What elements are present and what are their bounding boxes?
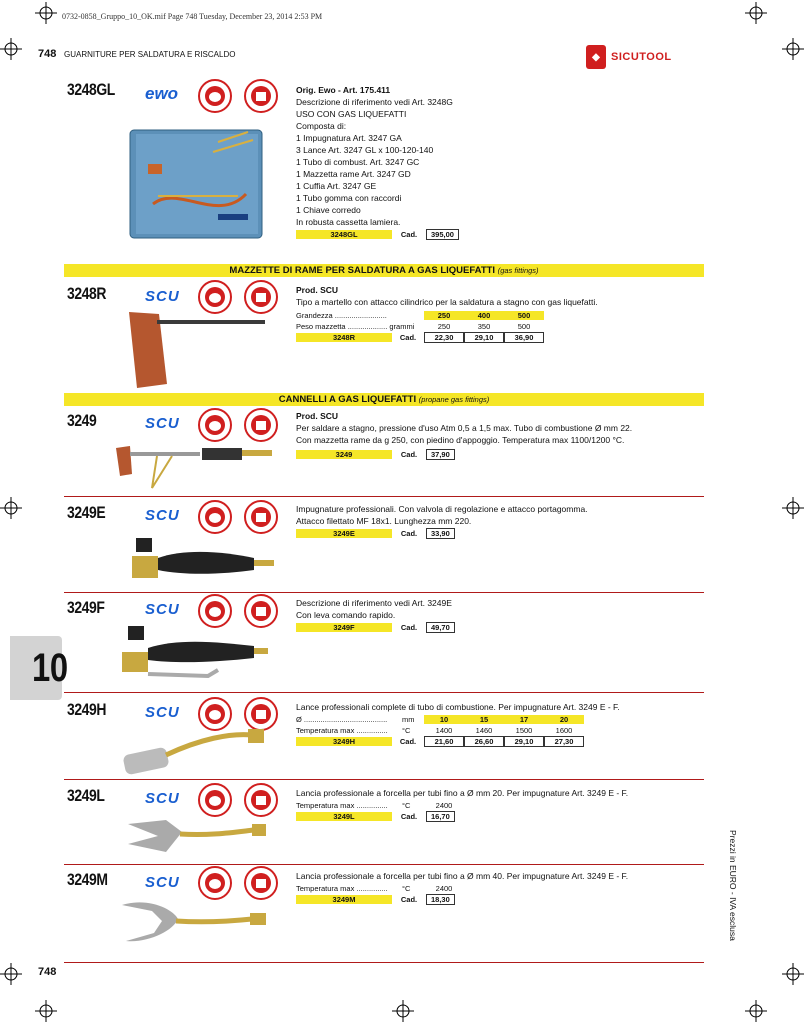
description-line: 1 Tubo di combust. Art. 3247 GC (296, 157, 420, 167)
product-description (296, 410, 706, 446)
description-line: 3 Lance Art. 3247 GL x 100-120-140 (296, 145, 434, 155)
description-line: Tipo a martello con attacco cilindrico per la saldatura a stagno con gas liquefatti. (296, 297, 598, 307)
gloves-safety-icon (244, 79, 278, 113)
spec-label: Temperatura max ............... (296, 884, 388, 893)
description-line: Composta di: (296, 121, 347, 131)
gloves-safety-icon (244, 408, 278, 442)
price-code: 3249H (296, 737, 392, 746)
spec-label: Ø ........................................ (296, 715, 388, 724)
spec-value: 20 (544, 715, 584, 724)
price-code: 3249F (296, 623, 392, 632)
scu-logo: SCU (145, 507, 180, 524)
chapter-number: 10 (32, 646, 68, 690)
spec-value: 1460 (475, 726, 493, 735)
price-code: 3249E (296, 529, 392, 538)
price-row (296, 622, 455, 633)
price-row (296, 811, 455, 822)
product-code: 3249M (67, 870, 108, 889)
product-code: 3249L (67, 786, 105, 805)
mask-safety-icon (198, 79, 232, 113)
spec-unit: mm (402, 715, 415, 724)
spec-value: 1400 (435, 726, 453, 735)
separator (64, 592, 704, 593)
description-line: 1 Cuffia Art. 3247 GE (296, 181, 377, 191)
banner-title: MAZZETTE DI RAME PER SALDATURA A GAS LIQUEFATTI (229, 265, 496, 276)
description-line: Orig. Ewo - Art. 175.411 (296, 85, 391, 95)
footer-rule (64, 962, 704, 963)
product-image (120, 725, 270, 777)
price-row (296, 229, 459, 240)
registration-mark-icon (782, 38, 804, 60)
description-line: Prod. SCU (296, 411, 339, 421)
price-code: 3248R (296, 333, 392, 342)
registration-mark-icon (745, 2, 767, 24)
description-line: Con mazzetta rame da g 250, con piedino d'appoggio. Temperatura max 1100/1200 °C. (296, 435, 625, 445)
brand-logo (586, 45, 672, 69)
scu-logo: SCU (145, 704, 180, 721)
page-number: 748 (38, 48, 57, 60)
price-row (296, 736, 584, 747)
spec-value: 1500 (515, 726, 533, 735)
product-image (118, 895, 270, 951)
price-row (296, 449, 455, 460)
registration-mark-icon (35, 1000, 57, 1022)
spec-value: 500 (517, 322, 531, 331)
brand-emblem-icon: ◆ (586, 45, 606, 69)
spec-label: Temperatura max ............... (296, 801, 388, 810)
product-code: 3249 (67, 411, 97, 430)
registration-mark-icon (0, 38, 22, 60)
spec-value: 17 (504, 715, 544, 724)
description-line: Descrizione di riferimento vedi Art. 3248G (296, 97, 453, 107)
spec-unit: °C (402, 726, 411, 735)
spec-unit: °C (402, 884, 411, 893)
product-description (296, 701, 706, 713)
spec-label: Grandezza ......................... (296, 311, 387, 320)
price-value: 29,10 (464, 332, 504, 343)
description-line: Lancia professionale a forcella per tubi fino a Ø mm 40. Per impugnature Art. 3249 E - F. (296, 871, 629, 881)
price-row (296, 332, 544, 343)
spec-value: 10 (424, 715, 464, 724)
mask-safety-icon (198, 500, 232, 534)
registration-mark-icon (0, 963, 22, 985)
spec-label: Peso mazzetta ................... grammi (296, 322, 415, 331)
spec-row (296, 800, 464, 811)
product-description (296, 503, 706, 527)
spec-row (296, 725, 584, 736)
description-line: In robusta cassetta lamiera. (296, 217, 401, 227)
spec-value: 350 (477, 322, 491, 331)
registration-mark-icon (35, 2, 57, 24)
product-image (125, 308, 265, 390)
product-image (112, 438, 277, 493)
description-line: Prod. SCU (296, 285, 339, 295)
file-info-line: 0732-0858_Gruppo_10_OK.mif Page 748 Tuesday, December 23, 2014 2:53 PM (62, 12, 323, 21)
description-line: Per saldare a stagno, pressione d'uso Atm 0,5 a 1,5 max. Tubo di combustione Ø mm 22. (296, 423, 633, 433)
description-line: Lance professionali complete di tubo di combustione. Per impugnature Art. 3249 E - F. (296, 702, 620, 712)
section-title: GUARNITURE PER SALDATURA E RISCALDO (64, 50, 236, 59)
product-image (126, 530, 276, 588)
category-banner (64, 393, 704, 406)
price-value: 26,60 (464, 736, 504, 747)
price-value: 21,60 (424, 736, 464, 747)
product-description (296, 284, 696, 308)
spec-row (296, 714, 584, 725)
separator (64, 496, 704, 497)
price-row (296, 528, 455, 539)
spec-value: 400 (464, 311, 504, 320)
registration-mark-icon (782, 497, 804, 519)
product-description (296, 597, 706, 621)
scu-logo: SCU (145, 415, 180, 432)
description-line: 1 Tubo gomma con raccordi (296, 193, 402, 203)
spec-unit: °C (402, 801, 411, 810)
price-code: 3249 (296, 450, 392, 459)
cad-label: Cad. (400, 895, 418, 904)
price-value: 22,30 (424, 332, 464, 343)
registration-mark-icon (0, 497, 22, 519)
footer-page-number: 748 (38, 966, 57, 978)
cad-label: Cad. (400, 623, 418, 632)
price-note: Prezzi in EURO - IVA esclusa (728, 830, 738, 941)
price-value: 33,90 (426, 528, 455, 539)
registration-mark-icon (782, 963, 804, 985)
cad-label: Cad. (399, 333, 417, 342)
scu-logo: SCU (145, 790, 180, 807)
cad-label: Cad. (400, 450, 418, 459)
registration-mark-icon (745, 1000, 767, 1022)
banner-note: (gas fittings) (497, 266, 539, 275)
product-code: 3248GL (67, 80, 115, 99)
price-value: 16,70 (426, 811, 455, 822)
cad-label: Cad. (400, 230, 418, 239)
price-value: 18,30 (426, 894, 455, 905)
price-row (296, 894, 455, 905)
price-code: 3249L (296, 812, 392, 821)
product-code: 3249H (67, 700, 107, 719)
separator (64, 864, 704, 865)
description-line: Con leva comando rapido. (296, 610, 396, 620)
price-value: 27,30 (544, 736, 584, 747)
spec-value: 250 (437, 322, 451, 331)
product-image (126, 812, 271, 862)
spec-value: 2400 (435, 801, 453, 810)
cad-label: Cad. (399, 737, 417, 746)
category-banner (64, 264, 704, 277)
ewo-logo: ewo (145, 84, 179, 103)
description-line: Attacco filettato MF 18x1. Lunghezza mm 220. (296, 516, 472, 526)
banner-note: (propane gas fittings) (418, 395, 490, 404)
spec-value: 1600 (555, 726, 573, 735)
registration-mark-icon (392, 1000, 414, 1022)
spec-value: 15 (464, 715, 504, 724)
description-line: Lancia professionale a forcella per tubi fino a Ø mm 20. Per impugnature Art. 3249 E - F. (296, 788, 629, 798)
mask-safety-icon (198, 408, 232, 442)
separator (64, 692, 704, 693)
product-image (118, 620, 268, 690)
description-line: Descrizione di riferimento vedi Art. 3249E (296, 598, 452, 608)
brand-name: SICUTOOL (611, 51, 672, 63)
description-line: 1 Chiave corredo (296, 205, 361, 215)
price-code: 3248GL (296, 230, 392, 239)
price-value: 49,70 (426, 622, 455, 633)
product-image (128, 124, 268, 244)
price-value: 29,10 (504, 736, 544, 747)
price-value: 37,90 (426, 449, 455, 460)
spec-value: 500 (504, 311, 544, 320)
description-line: Impugnature professionali. Con valvola di regolazione e attacco portagomma. (296, 504, 588, 514)
description-line: USO CON GAS LIQUEFATTI (296, 109, 407, 119)
scu-logo: SCU (145, 601, 180, 618)
product-description (296, 870, 706, 882)
spec-label: Temperatura max ............... (296, 726, 388, 735)
cad-label: Cad. (400, 812, 418, 821)
product-description (296, 787, 706, 799)
product-code: 3248R (67, 284, 107, 303)
scu-logo: SCU (145, 288, 180, 305)
separator (64, 779, 704, 780)
spec-value: 2400 (435, 884, 453, 893)
product-description (296, 84, 516, 228)
product-code: 3249E (67, 503, 106, 522)
price-value: 395,00 (426, 229, 459, 240)
price-code: 3249M (296, 895, 392, 904)
spec-row (296, 321, 544, 332)
gloves-safety-icon (244, 500, 278, 534)
spec-row (296, 883, 464, 894)
price-value: 36,90 (504, 332, 544, 343)
spec-value: 250 (424, 311, 464, 320)
description-line: 1 Impugnatura Art. 3247 GA (296, 133, 402, 143)
description-line: 1 Mazzetta rame Art. 3247 GD (296, 169, 411, 179)
banner-title: CANNELLI A GAS LIQUEFATTI (278, 394, 417, 405)
product-code: 3249F (67, 598, 105, 617)
cad-label: Cad. (400, 529, 418, 538)
scu-logo: SCU (145, 874, 180, 891)
spec-row (296, 310, 544, 321)
